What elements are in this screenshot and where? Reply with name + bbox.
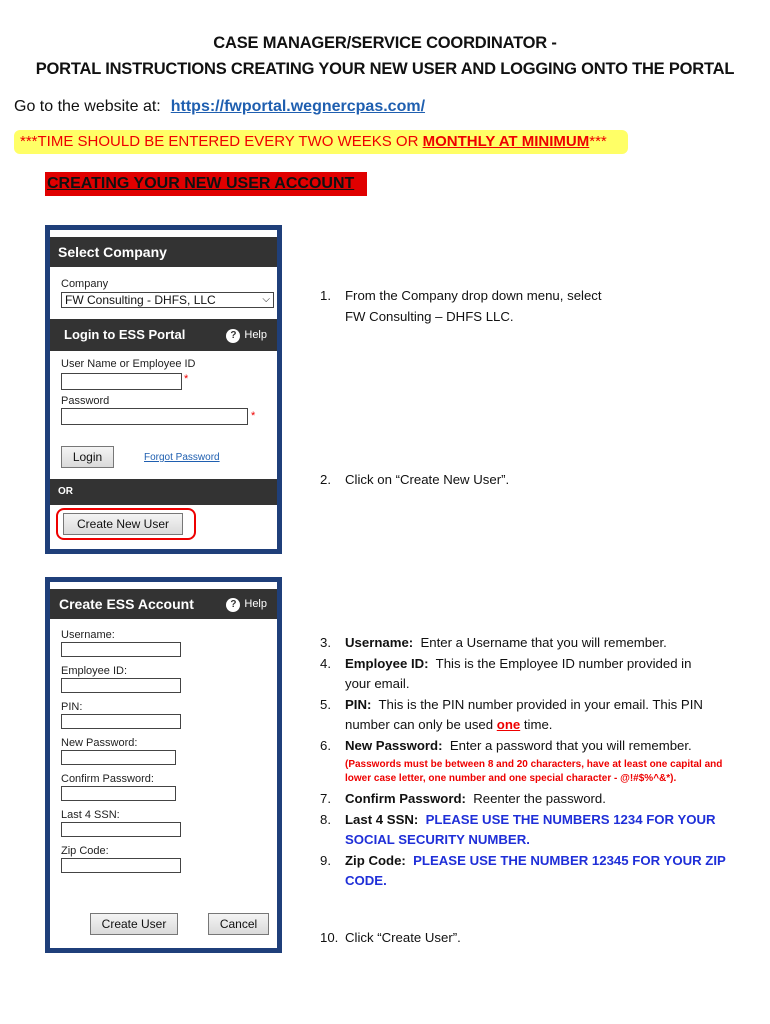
portal-link[interactable]: https://fwportal.wegnercpas.com/ [170,98,426,115]
login-button[interactable]: Login [61,446,114,468]
warning-emphasis: MONTHLY AT MINIMUM [422,133,590,150]
help-link[interactable] [226,589,267,619]
step-text: Click on “Create New User”. [345,472,510,487]
select-company-title: Select Company [58,244,167,260]
step-10 [320,928,461,949]
password-rule-line: lower case letter, one number and one special character - @!#$%^&*). [345,773,677,784]
employee-id-label: Employee ID: [61,665,128,677]
step-label: Last 4 SSN: [345,811,419,827]
confirm-password-input[interactable] [61,786,176,801]
username-input[interactable] [61,373,182,390]
step-number: 6. [320,737,331,753]
password-input[interactable] [61,408,248,425]
zip-code-label: Zip Code: [61,845,109,857]
step-text: number can only be used [345,717,497,732]
company-select[interactable] [61,292,274,308]
step-number: 5. [320,696,331,712]
step-blue-text: SOCIAL SECURITY NUMBER. [345,832,530,847]
step-7 [320,789,750,810]
step-text: Enter a Username that you will remember. [420,635,667,650]
step-text: FW Consulting – DHFS LLC. [345,308,514,324]
step-text: This is the Employee ID number provided in [435,655,692,671]
employee-id-input[interactable] [61,678,181,693]
pin-input[interactable] [61,714,181,729]
username-label: User Name or Employee ID [61,358,196,370]
warning-suffix: *** [589,133,607,150]
last4-ssn-input[interactable] [61,822,181,837]
step-3 [320,633,750,654]
select-company-bar [50,237,277,267]
company-value: FW Consulting - DHFS, LLC [65,293,216,307]
step-number: 4. [320,655,331,671]
step-number: 10. [320,930,339,945]
help-icon: ? [226,329,240,343]
login-panel [45,225,282,554]
new-password-label: New Password: [61,737,138,749]
step-blue-text: CODE. [345,873,387,888]
username-input[interactable] [61,642,181,657]
time-warning [14,130,628,154]
step-number: 1. [320,288,331,303]
password-rule-line: (Passwords must be between 8 and 20 characters, have at least one capital and [345,759,723,770]
forgot-password-link[interactable]: Forgot Password [144,452,220,463]
step-text: Reenter the password. [473,791,606,806]
create-user-button[interactable]: Create User [90,913,178,935]
step-2 [320,470,509,491]
help-link[interactable] [226,319,267,351]
create-new-user-button[interactable]: Create New User [63,513,183,535]
step-label: Employee ID: [345,655,429,671]
step-label: Username: [345,635,414,650]
step-blue-text: PLEASE USE THE NUMBER 12345 FOR YOUR ZIP [413,852,726,868]
step-1 [320,286,602,327]
doc-title-line2: PORTAL INSTRUCTIONS CREATING YOUR NEW USER AND LOGGING ONTO THE PORTAL [35,60,735,78]
zip-code-input[interactable] [61,858,181,873]
step-number: 8. [320,811,331,827]
required-asterisk: * [251,410,256,422]
goto-line [14,98,425,116]
step-number: 2. [320,472,331,487]
login-title: Login to ESS Portal [64,327,186,342]
step-text: Click “Create User”. [345,930,461,945]
pin-label: PIN: [61,701,83,713]
company-label: Company [61,278,109,290]
warning-prefix: ***TIME SHOULD BE ENTERED EVERY TWO WEEKS OR [20,133,423,150]
help-label: Help [244,598,267,610]
username-label: Username: [61,629,115,641]
step-number: 9. [320,852,331,868]
help-icon: ? [226,598,240,612]
step-text: This is the PIN number provided in your email. This PIN [378,696,703,712]
cancel-button[interactable]: Cancel [208,913,269,935]
step-text: Enter a password that you will remember. [449,737,692,753]
step-9 [320,851,750,872]
password-label: Password [61,395,110,407]
login-bar [50,319,277,351]
goto-label: Go to the website at: [14,98,161,115]
section-title: CREATING YOUR NEW USER ACCOUNT [45,172,367,196]
step-number: 7. [320,791,331,806]
step-label: PIN: [345,696,372,712]
step-label: Zip Code: [345,852,406,868]
step-5-line2 [320,715,750,736]
steps-3-9 [320,633,750,892]
last4-ssn-label: Last 4 SSN: [61,809,120,821]
doc-title-line1: CASE MANAGER/SERVICE COORDINATOR - [213,34,557,52]
or-label: OR [58,486,73,497]
required-asterisk: * [184,373,189,385]
step-text: time. [520,717,553,732]
step-blue-text: PLEASE USE THE NUMBERS 1234 FOR YOUR [425,811,716,827]
password-rules-note [320,758,750,786]
create-account-panel [45,577,282,953]
one-emphasis: one [496,717,521,732]
step-text: your email. [345,676,410,691]
step-4 [320,654,750,675]
step-label: Confirm Password: [345,791,466,806]
step-5 [320,695,750,716]
step-label: New Password: [345,737,443,753]
step-text: From the Company drop down menu, select [345,288,602,303]
new-password-input[interactable] [61,750,176,765]
step-8 [320,810,750,831]
chevron-down-icon: ⌵ [262,294,270,305]
step-number: 3. [320,635,331,650]
or-bar [50,479,277,505]
create-account-title: Create ESS Account [59,596,194,612]
confirm-password-label: Confirm Password: [61,773,154,785]
step-6 [320,736,750,757]
help-label: Help [244,329,267,341]
create-account-bar [50,589,277,619]
